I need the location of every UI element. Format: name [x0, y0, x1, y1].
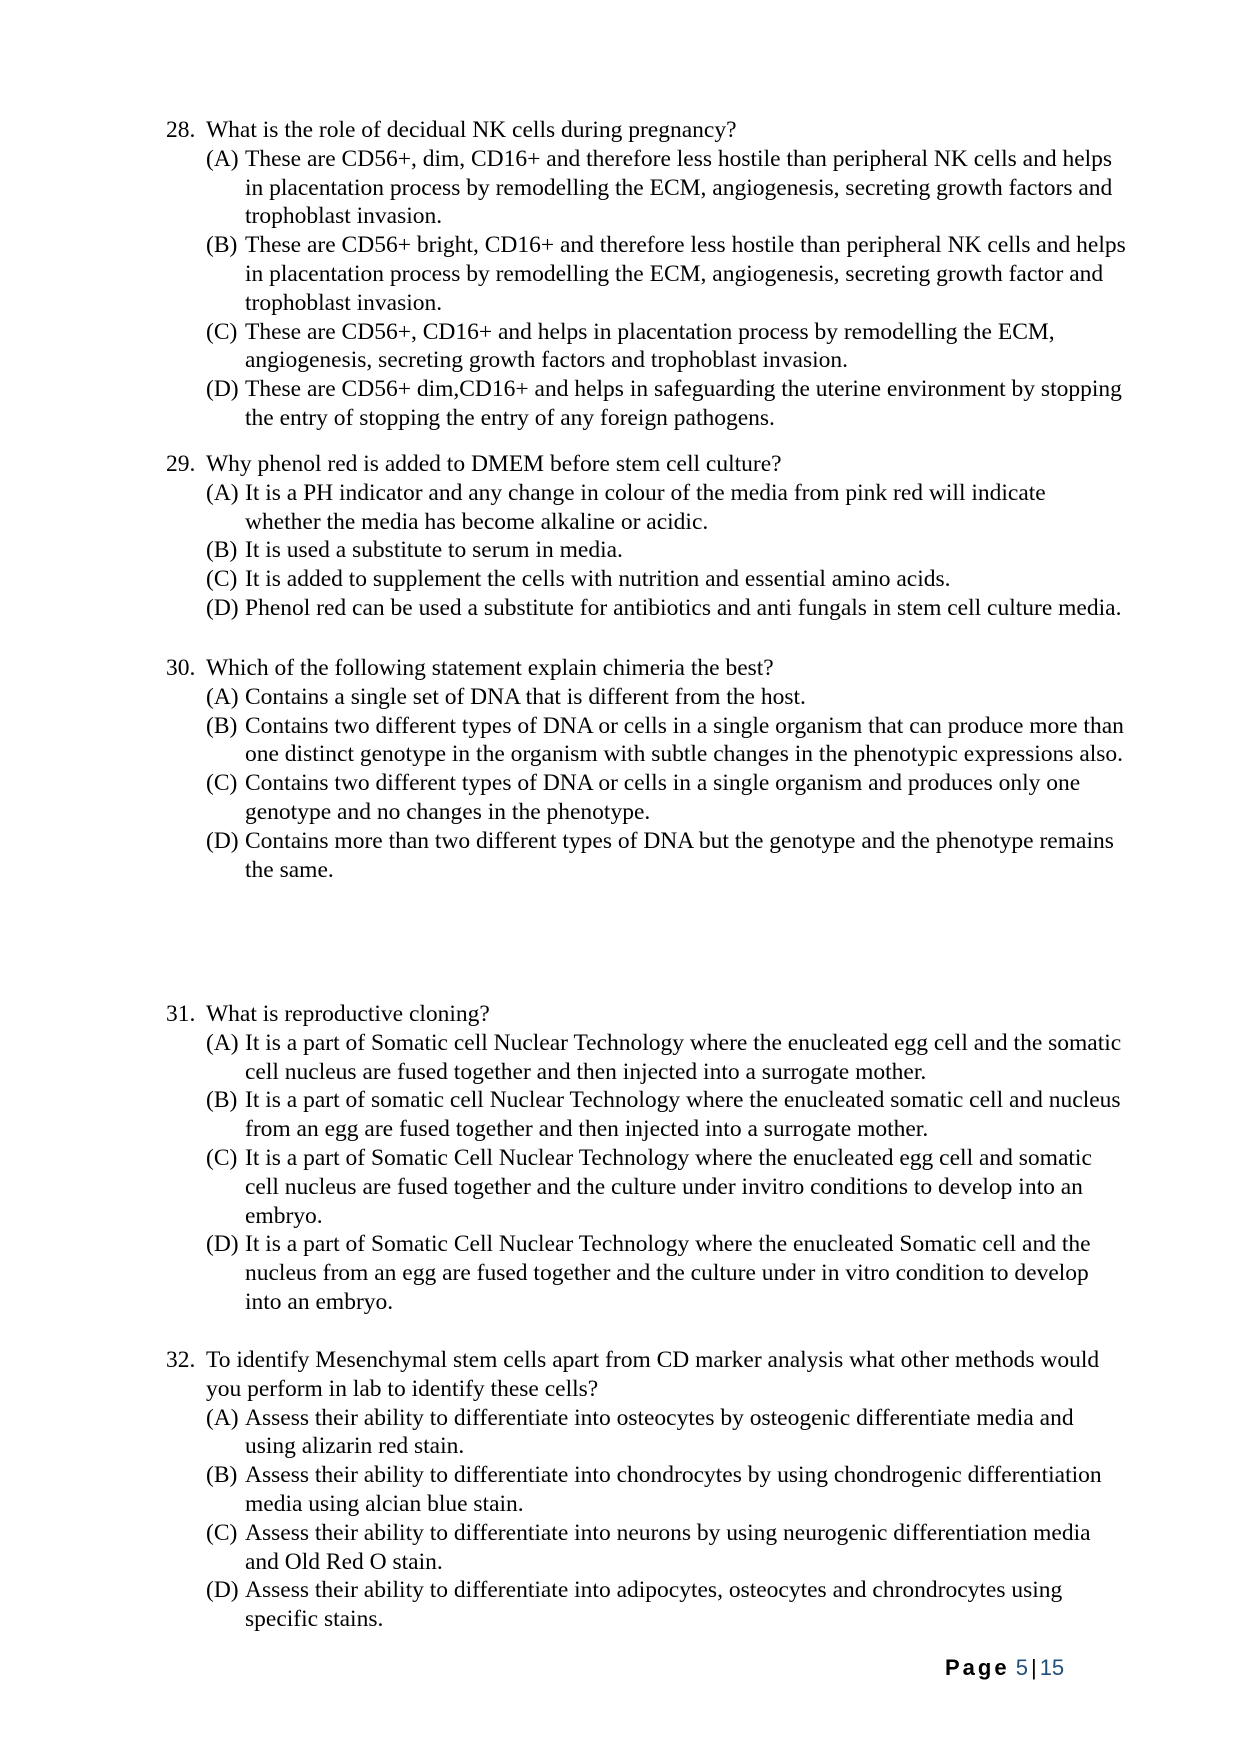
- option-d: [206, 594, 1126, 623]
- option-d: [206, 1230, 1126, 1316]
- option-list: [166, 1404, 1126, 1634]
- question-28: [166, 116, 1126, 433]
- option-label: (D): [206, 827, 239, 854]
- option-c: [206, 1519, 1126, 1577]
- option-list: [166, 683, 1126, 885]
- option-b: [206, 712, 1126, 770]
- option-a: [206, 1029, 1126, 1087]
- option-text: It is a part of Somatic Cell Nuclear Technology where the enucleated Somatic cell and the nucleus from an egg are fused together and the culture under in vitro condition to develop into an embryo.: [245, 1231, 1091, 1315]
- option-text: It is a PH indicator and any change in colour of the media from pink red will indicate whether the media has become alkaline or acidic.: [245, 479, 1046, 535]
- question-31: [166, 1000, 1126, 1317]
- question-number: 32.: [166, 1347, 196, 1373]
- option-a: [206, 1404, 1126, 1462]
- option-label: (A): [206, 1029, 239, 1056]
- page-separator: |: [1030, 1655, 1037, 1680]
- option-label: (B): [206, 232, 238, 259]
- page-footer: [945, 1655, 1064, 1681]
- option-label: (B): [206, 1087, 238, 1114]
- option-text: It is a part of Somatic Cell Nuclear Technology where the enucleated egg cell and somatic cell nucleus are fused together and the culture under invitro conditions to develop into an embryo.: [245, 1144, 1092, 1229]
- option-label: (A): [206, 683, 239, 710]
- option-c: [206, 318, 1126, 376]
- option-text: It is added to supplement the cells with nutrition and essential amino acids.: [245, 566, 951, 593]
- option-label: (C): [206, 318, 238, 345]
- option-b: [206, 1461, 1126, 1519]
- option-text: Contains a single set of DNA that is different from the host.: [245, 683, 806, 710]
- page-word: Page: [945, 1655, 1010, 1680]
- option-label: (D): [206, 1577, 239, 1604]
- option-label: (D): [206, 376, 239, 403]
- question-number: 31.: [166, 1001, 196, 1027]
- option-label: (A): [206, 479, 239, 506]
- total-pages-number: 15: [1039, 1655, 1065, 1680]
- option-label: (A): [206, 145, 239, 172]
- option-text: It is used a substitute to serum in media.: [245, 537, 623, 564]
- option-d: [206, 827, 1126, 885]
- option-label: (C): [206, 1519, 238, 1546]
- question-32: [166, 1346, 1126, 1634]
- option-text: Assess their ability to differentiate into adipocytes, osteocytes and chrondrocytes using specific stains.: [245, 1577, 1063, 1633]
- current-page-number: 5: [1015, 1655, 1028, 1680]
- option-text: Contains more than two different types of DNA but the genotype and the phenotype remains the same.: [245, 827, 1114, 883]
- question-text: What is reproductive cloning?: [206, 1001, 490, 1027]
- option-text: Contains two different types of DNA or cells in a single organism that can produce more than one distinct genotype in the organism with subtle changes in the phenotypic expressions also.: [245, 712, 1124, 768]
- option-text: Contains two different types of DNA or cells in a single organism and produces only one genotype and no changes in the phenotype.: [245, 770, 1081, 825]
- option-list: [166, 1029, 1126, 1317]
- option-text: It is a part of somatic cell Nuclear Technology where the enucleated somatic cell and nucleus from an egg are fused together and then injected into a surrogate mother.: [245, 1087, 1121, 1143]
- option-label: (B): [206, 712, 238, 739]
- option-label: (D): [206, 594, 239, 621]
- question-30: [166, 654, 1126, 884]
- option-text: It is a part of Somatic cell Nuclear Technology where the enucleated egg cell and the somatic cell nucleus are fused together and then injected into a surrogate mother.: [245, 1029, 1122, 1085]
- question-number: 30.: [166, 655, 196, 681]
- option-d: [206, 1576, 1126, 1634]
- option-a: [206, 145, 1126, 231]
- question-29: [166, 450, 1126, 623]
- option-text: These are CD56+ bright, CD16+ and therefore less hostile than peripheral NK cells and helps in placentation process by remodelling the ECM, angiogenesis, secreting growth factor and trophoblast invasion.: [245, 232, 1126, 316]
- option-label: (C): [206, 566, 238, 593]
- question-text: What is the role of decidual NK cells during pregnancy?: [206, 117, 737, 143]
- option-label: (B): [206, 537, 238, 564]
- option-label: (C): [206, 1144, 238, 1171]
- option-b: [206, 536, 1126, 565]
- option-c: [206, 769, 1126, 827]
- option-label: (D): [206, 1231, 239, 1258]
- option-text: These are CD56+ dim,CD16+ and helps in safeguarding the uterine environment by stopping the entry of stopping the entry of any foreign pathogens.: [245, 376, 1122, 431]
- option-b: [206, 1086, 1126, 1144]
- option-text: These are CD56+, dim, CD16+ and therefore less hostile than peripheral NK cells and helps in placentation process by remodelling the ECM, angiogenesis, secreting growth factors and trophoblast invasion.: [245, 145, 1113, 230]
- option-text: Phenol red can be used a substitute for antibiotics and anti fungals in stem cell culture media.: [245, 594, 1122, 621]
- option-a: [206, 479, 1126, 537]
- option-text: Assess their ability to differentiate into chondrocytes by using chondrogenic differentiation media using alcian blue stain.: [245, 1462, 1102, 1517]
- option-text: Assess their ability to differentiate into neurons by using neurogenic differentiation media and Old Red O stain.: [245, 1519, 1091, 1575]
- question-text: Why phenol red is added to DMEM before stem cell culture?: [206, 451, 782, 477]
- option-a: [206, 683, 1126, 712]
- option-text: These are CD56+, CD16+ and helps in placentation process by remodelling the ECM, angiogenesis, secreting growth factors and trophoblast invasion.: [245, 318, 1055, 374]
- option-d: [206, 375, 1126, 433]
- question-number: 29.: [166, 451, 196, 477]
- option-label: (A): [206, 1404, 239, 1431]
- option-list: [166, 145, 1126, 433]
- option-c: [206, 565, 1126, 594]
- option-b: [206, 231, 1126, 317]
- option-text: Assess their ability to differentiate into osteocytes by osteogenic differentiate media and using alizarin red stain.: [245, 1404, 1074, 1460]
- question-text: Which of the following statement explain chimeria the best?: [206, 655, 774, 681]
- option-c: [206, 1144, 1126, 1230]
- question-number: 28.: [166, 117, 196, 143]
- option-label: (B): [206, 1462, 238, 1489]
- option-label: (C): [206, 770, 238, 797]
- option-list: [166, 479, 1126, 623]
- question-text: To identify Mesenchymal stem cells apart from CD marker analysis what other methods would you perform in lab to identify these cells?: [206, 1347, 1100, 1402]
